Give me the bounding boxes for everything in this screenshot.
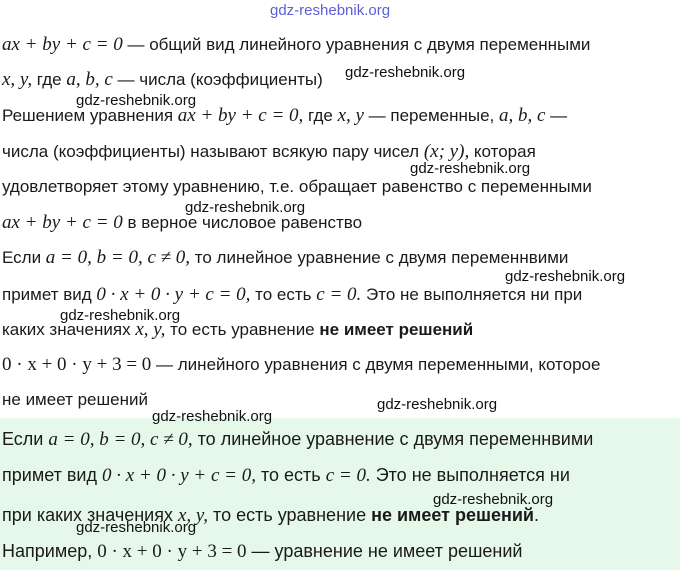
text: Это не выполняется ни	[370, 465, 570, 485]
text: не имеет решений	[2, 390, 148, 409]
text: где	[32, 70, 67, 89]
math: a = 0, b = 0, c ≠ 0,	[48, 429, 193, 450]
text-line-6	[2, 212, 362, 234]
bold-text: не имеет решений	[319, 320, 474, 339]
text: примет вид	[2, 285, 97, 304]
text: где	[303, 106, 338, 125]
text: то есть уравнение	[208, 505, 372, 525]
math: x, y	[337, 105, 364, 126]
watermark: gdz-reshebnik.org	[410, 160, 531, 177]
math: (x; y),	[423, 141, 470, 162]
bold-text: не имеет решений	[371, 505, 534, 525]
text: то есть	[250, 285, 317, 304]
math: a = 0, b = 0, c ≠ 0,	[45, 247, 191, 268]
text-line-8	[2, 284, 582, 306]
math: 0 · x + 0 · y + 3 = 0	[2, 354, 152, 375]
text: — линейного уравнения с двумя переменными, которое	[151, 355, 601, 374]
text-line-1	[2, 34, 590, 56]
text-line-7	[2, 247, 568, 269]
watermark: gdz-reshebnik.org	[152, 408, 273, 425]
box-line-1	[2, 428, 593, 451]
watermark: gdz-reshebnik.org	[185, 199, 306, 216]
text: то линейное уравнение с двумя переменнвими	[190, 248, 569, 267]
text-line-2	[2, 69, 323, 91]
text: каких значениях	[2, 320, 136, 339]
text: — уравнение не имеет решений	[246, 541, 523, 561]
text-line-10	[2, 354, 600, 376]
text: Например,	[2, 541, 98, 561]
text: в верное числовое равенство	[122, 213, 363, 232]
text: удовлетворяет этому уравнению, т.е. обращает равенство с переменными	[2, 177, 592, 196]
math: ax + by + c = 0	[2, 34, 123, 55]
watermark-top: gdz-reshebnik.org	[270, 2, 391, 19]
watermark: gdz-reshebnik.org	[505, 268, 626, 285]
text: Решением уравнения	[2, 106, 178, 125]
text: при каких значениях	[2, 505, 178, 525]
math: a, b, c	[66, 69, 113, 90]
text: Если	[2, 429, 49, 449]
math: x, y,	[177, 505, 209, 526]
text: — общий вид линейного уравнения с двумя переменными	[122, 35, 591, 54]
watermark: gdz-reshebnik.org	[433, 491, 554, 508]
math: a, b, c	[499, 105, 546, 126]
text: примет вид	[2, 465, 102, 485]
math: ax + by + c = 0,	[177, 105, 304, 126]
watermark: gdz-reshebnik.org	[377, 396, 498, 413]
math: 0 · x + 0 · y + c = 0,	[101, 465, 256, 486]
text: Если	[2, 248, 46, 267]
text-line-5	[2, 176, 592, 198]
text: то есть уравнение	[165, 320, 320, 339]
text-line-11	[2, 389, 148, 411]
watermark: gdz-reshebnik.org	[76, 92, 197, 109]
text: .	[533, 505, 539, 525]
watermark: gdz-reshebnik.org	[76, 519, 197, 536]
math: ax + by + c = 0	[2, 212, 123, 233]
math: x, y,	[2, 69, 33, 90]
text: числа (коэффициенты) называют всякую пару чисел	[2, 142, 424, 161]
math: c = 0.	[316, 284, 362, 305]
text: — числа (коэффициенты)	[112, 70, 323, 89]
text: Это не выполняется ни при	[361, 285, 583, 304]
watermark: gdz-reshebnik.org	[60, 307, 181, 324]
text: которая	[469, 142, 536, 161]
text: то линейное уравнение с двумя переменнвими	[192, 429, 594, 449]
math: x, y,	[135, 319, 166, 340]
text: то есть	[255, 465, 326, 485]
math: 0 · x + 0 · y + 3 = 0	[97, 541, 247, 562]
box-line-2	[2, 464, 570, 487]
text: — переменные,	[363, 106, 500, 125]
text: —	[545, 106, 568, 125]
watermark: gdz-reshebnik.org	[345, 64, 466, 81]
box-line-4	[2, 540, 522, 563]
math: 0 · x + 0 · y + c = 0,	[96, 284, 251, 305]
math: c = 0.	[325, 465, 371, 486]
